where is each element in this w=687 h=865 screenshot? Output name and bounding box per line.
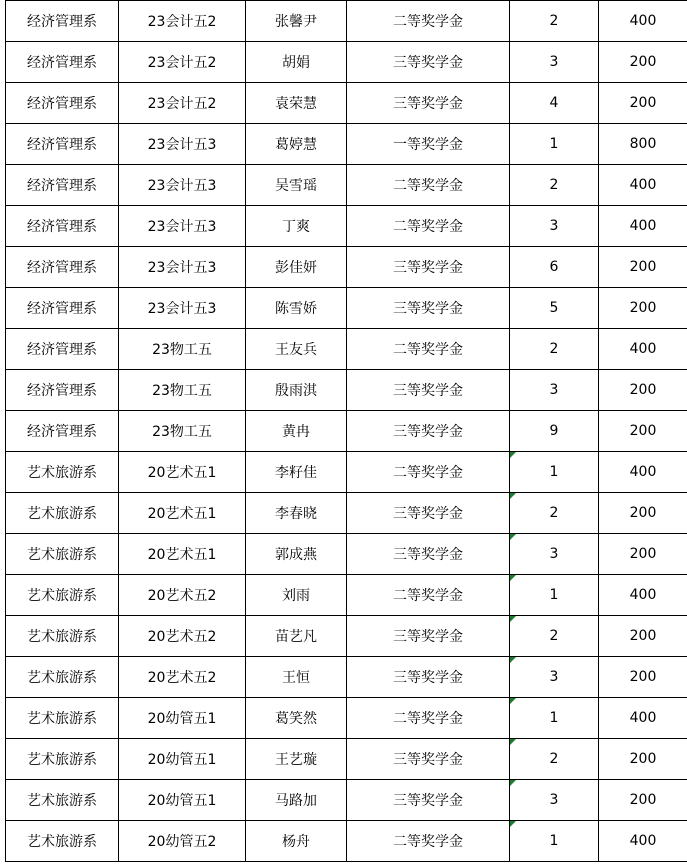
class-cell[interactable]: 23会计五3 — [119, 124, 246, 165]
student-name-cell[interactable]: 王恒 — [246, 657, 347, 698]
amount-cell[interactable]: 200 — [599, 493, 687, 534]
award-cell[interactable]: 三等奖学金 — [347, 534, 510, 575]
amount-cell[interactable]: 200 — [599, 288, 687, 329]
student-name-cell[interactable]: 陈雪娇 — [246, 288, 347, 329]
amount-cell[interactable]: 200 — [599, 83, 687, 124]
rank-cell[interactable]: 2 — [510, 616, 599, 657]
student-name-cell[interactable]: 杨舟 — [246, 821, 347, 862]
award-cell[interactable]: 三等奖学金 — [347, 493, 510, 534]
award-cell[interactable]: 三等奖学金 — [347, 780, 510, 821]
department-cell[interactable]: 艺术旅游系 — [6, 452, 119, 493]
table-row — [6, 616, 687, 657]
rank-cell[interactable]: 2 — [510, 329, 599, 370]
table-row — [6, 698, 687, 739]
award-cell[interactable]: 二等奖学金 — [347, 165, 510, 206]
amount-cell[interactable]: 200 — [599, 42, 687, 83]
amount-cell[interactable]: 200 — [599, 247, 687, 288]
amount-cell[interactable]: 200 — [599, 739, 687, 780]
class-cell[interactable]: 20艺术五2 — [119, 575, 246, 616]
award-cell[interactable]: 二等奖学金 — [347, 1, 510, 42]
award-cell[interactable]: 二等奖学金 — [347, 452, 510, 493]
student-name-cell[interactable]: 葛笑然 — [246, 698, 347, 739]
table-row — [6, 370, 687, 411]
amount-cell[interactable]: 200 — [599, 534, 687, 575]
award-cell[interactable]: 二等奖学金 — [347, 206, 510, 247]
department-cell[interactable]: 经济管理系 — [6, 1, 119, 42]
class-cell[interactable]: 23会计五3 — [119, 247, 246, 288]
amount-cell[interactable]: 400 — [599, 165, 687, 206]
student-name-cell[interactable]: 王友兵 — [246, 329, 347, 370]
award-cell[interactable]: 二等奖学金 — [347, 329, 510, 370]
student-name-cell[interactable]: 丁爽 — [246, 206, 347, 247]
table-row — [6, 206, 687, 247]
department-cell[interactable]: 经济管理系 — [6, 165, 119, 206]
amount-cell[interactable]: 400 — [599, 1, 687, 42]
department-cell[interactable]: 艺术旅游系 — [6, 575, 119, 616]
rank-cell[interactable]: 9 — [510, 411, 599, 452]
amount-cell[interactable]: 200 — [599, 616, 687, 657]
class-cell[interactable]: 20艺术五1 — [119, 452, 246, 493]
department-cell[interactable]: 经济管理系 — [6, 411, 119, 452]
class-cell[interactable]: 23物工五 — [119, 329, 246, 370]
student-name-cell[interactable]: 吴雪瑶 — [246, 165, 347, 206]
table-row — [6, 821, 687, 862]
amount-cell[interactable]: 800 — [599, 124, 687, 165]
student-name-cell[interactable]: 彭佳妍 — [246, 247, 347, 288]
table-row — [6, 739, 687, 780]
department-cell[interactable]: 艺术旅游系 — [6, 739, 119, 780]
award-cell[interactable]: 三等奖学金 — [347, 288, 510, 329]
class-cell[interactable]: 20幼管五1 — [119, 739, 246, 780]
rank-cell[interactable]: 1 — [510, 124, 599, 165]
rank-cell[interactable]: 1 — [510, 575, 599, 616]
amount-cell[interactable]: 200 — [599, 411, 687, 452]
department-cell[interactable]: 艺术旅游系 — [6, 534, 119, 575]
rank-cell[interactable]: 3 — [510, 42, 599, 83]
table-row — [6, 657, 687, 698]
student-name-cell[interactable]: 黄冉 — [246, 411, 347, 452]
award-cell[interactable]: 二等奖学金 — [347, 575, 510, 616]
student-name-cell[interactable]: 李籽佳 — [246, 452, 347, 493]
department-cell[interactable]: 艺术旅游系 — [6, 657, 119, 698]
department-cell[interactable]: 艺术旅游系 — [6, 493, 119, 534]
amount-cell[interactable]: 400 — [599, 206, 687, 247]
award-cell[interactable]: 二等奖学金 — [347, 821, 510, 862]
rank-cell[interactable]: 4 — [510, 83, 599, 124]
rank-cell[interactable]: 2 — [510, 165, 599, 206]
student-name-cell[interactable]: 胡娟 — [246, 42, 347, 83]
department-cell[interactable]: 艺术旅游系 — [6, 616, 119, 657]
rank-cell[interactable]: 3 — [510, 780, 599, 821]
amount-cell[interactable]: 400 — [599, 329, 687, 370]
class-cell[interactable]: 20幼管五1 — [119, 698, 246, 739]
student-name-cell[interactable]: 苗艺凡 — [246, 616, 347, 657]
student-name-cell[interactable]: 刘雨 — [246, 575, 347, 616]
award-cell[interactable]: 三等奖学金 — [347, 370, 510, 411]
amount-cell[interactable]: 400 — [599, 575, 687, 616]
student-name-cell[interactable]: 葛婷慧 — [246, 124, 347, 165]
department-cell[interactable]: 经济管理系 — [6, 124, 119, 165]
rank-cell[interactable]: 3 — [510, 206, 599, 247]
table-row — [6, 165, 687, 206]
table-row — [6, 1, 687, 42]
table-row — [6, 83, 687, 124]
rank-cell[interactable]: 2 — [510, 1, 599, 42]
student-name-cell[interactable]: 李春晓 — [246, 493, 347, 534]
rank-cell[interactable]: 5 — [510, 288, 599, 329]
table-row — [6, 42, 687, 83]
rank-cell[interactable]: 3 — [510, 657, 599, 698]
award-cell[interactable]: 三等奖学金 — [347, 657, 510, 698]
table-row — [6, 124, 687, 165]
award-cell[interactable]: 一等奖学金 — [347, 124, 510, 165]
table-body — [6, 1, 687, 862]
student-name-cell[interactable]: 殷雨淇 — [246, 370, 347, 411]
table-row — [6, 288, 687, 329]
department-cell[interactable]: 经济管理系 — [6, 206, 119, 247]
amount-cell[interactable]: 200 — [599, 370, 687, 411]
award-cell[interactable]: 三等奖学金 — [347, 83, 510, 124]
table-row — [6, 780, 687, 821]
rank-cell[interactable]: 6 — [510, 247, 599, 288]
table-row — [6, 411, 687, 452]
class-cell[interactable]: 20艺术五2 — [119, 616, 246, 657]
class-cell[interactable]: 20艺术五1 — [119, 493, 246, 534]
student-name-cell[interactable]: 袁荣慧 — [246, 83, 347, 124]
department-cell[interactable]: 经济管理系 — [6, 247, 119, 288]
class-cell[interactable]: 23物工五 — [119, 411, 246, 452]
class-cell[interactable]: 23会计五2 — [119, 1, 246, 42]
class-cell[interactable]: 23会计五3 — [119, 165, 246, 206]
rank-cell[interactable]: 3 — [510, 534, 599, 575]
table-row — [6, 247, 687, 288]
table-row — [6, 493, 687, 534]
amount-cell[interactable]: 400 — [599, 698, 687, 739]
award-cell[interactable]: 三等奖学金 — [347, 247, 510, 288]
department-cell[interactable]: 艺术旅游系 — [6, 821, 119, 862]
award-cell[interactable]: 三等奖学金 — [347, 616, 510, 657]
award-cell[interactable]: 三等奖学金 — [347, 411, 510, 452]
class-cell[interactable]: 23会计五3 — [119, 206, 246, 247]
rank-cell[interactable]: 2 — [510, 739, 599, 780]
class-cell[interactable]: 20幼管五2 — [119, 821, 246, 862]
rank-cell[interactable]: 1 — [510, 821, 599, 862]
table-row — [6, 452, 687, 493]
rank-cell[interactable]: 2 — [510, 493, 599, 534]
student-name-cell[interactable]: 马路加 — [246, 780, 347, 821]
scholarship-table — [5, 0, 687, 862]
amount-cell[interactable]: 400 — [599, 821, 687, 862]
department-cell[interactable]: 经济管理系 — [6, 288, 119, 329]
table-row — [6, 534, 687, 575]
table-row — [6, 575, 687, 616]
award-cell[interactable]: 二等奖学金 — [347, 698, 510, 739]
rank-cell[interactable]: 1 — [510, 698, 599, 739]
class-cell[interactable]: 20艺术五1 — [119, 534, 246, 575]
department-cell[interactable]: 艺术旅游系 — [6, 780, 119, 821]
class-cell[interactable]: 20艺术五2 — [119, 657, 246, 698]
class-cell[interactable]: 20幼管五1 — [119, 780, 246, 821]
class-cell[interactable]: 23会计五2 — [119, 42, 246, 83]
amount-cell[interactable]: 200 — [599, 657, 687, 698]
table-row — [6, 329, 687, 370]
award-cell[interactable]: 三等奖学金 — [347, 42, 510, 83]
rank-cell[interactable]: 1 — [510, 452, 599, 493]
amount-cell[interactable]: 400 — [599, 452, 687, 493]
class-cell[interactable]: 23会计五3 — [119, 288, 246, 329]
student-name-cell[interactable]: 郭成燕 — [246, 534, 347, 575]
department-cell[interactable]: 经济管理系 — [6, 329, 119, 370]
award-cell[interactable]: 三等奖学金 — [347, 739, 510, 780]
department-cell[interactable]: 经济管理系 — [6, 370, 119, 411]
student-name-cell[interactable]: 王艺璇 — [246, 739, 347, 780]
student-name-cell[interactable]: 张馨尹 — [246, 1, 347, 42]
department-cell[interactable]: 经济管理系 — [6, 42, 119, 83]
department-cell[interactable]: 艺术旅游系 — [6, 698, 119, 739]
class-cell[interactable]: 23会计五2 — [119, 83, 246, 124]
amount-cell[interactable]: 200 — [599, 780, 687, 821]
class-cell[interactable]: 23物工五 — [119, 370, 246, 411]
department-cell[interactable]: 经济管理系 — [6, 83, 119, 124]
rank-cell[interactable]: 3 — [510, 370, 599, 411]
